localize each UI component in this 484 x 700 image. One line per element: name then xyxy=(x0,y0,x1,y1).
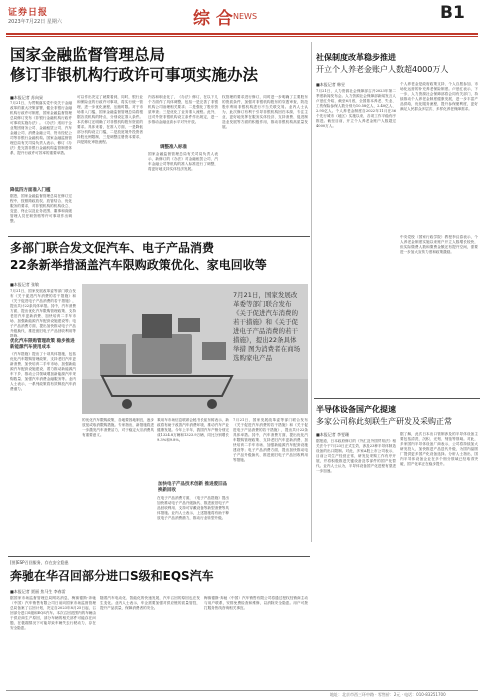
footer-text: 地址：北京市西三环中路 · 零售价：2元 · 电话：010-83251700 xyxy=(330,692,446,697)
article2-bottom-rule xyxy=(8,556,310,557)
article3-body-col1: 7月21日，人力资源社会保障部召开2023年第二季度新闻发布会。人力资源社会保障部新闻发言人卢爱红介绍，截至6月底，全国基本养老、失业、工伤保险参保人数分别为10.58亿人、2.40亿人、2.95亿人。个人养老金制度自2022年11月在36个先行城市（地区）实施以来，各项工作平稳有序推进。截至目前，开立个人养老金账户人数超过4000万人。 xyxy=(316,89,396,128)
article5-body-col1: 据国家市场监督管理总局网站消息，梅赛德斯-奔驰（中国）汽车销售有限公司日前向国家市场监督管理总局备案了召回计划，决定自2023年8月25日起，召回部分进口S级和EQS汽车。本次召回范围内的车辆由于供应商生产原因，部分车辆的相关部件可能存在问题，在极端情况下可能导致车辆失去行驶动力，存在安全隐患。 xyxy=(10,596,96,630)
article3-bottom-rule xyxy=(314,398,480,399)
article5-byline: ■本报记者 贾丽 焦马生 李春雷 xyxy=(10,589,66,594)
header-rule-thin xyxy=(6,36,478,37)
article1-subhead3: 调整准入标准 xyxy=(160,145,187,150)
article4-title-line2: 多家公司称此刻联生产研发及采购正常 xyxy=(316,417,452,426)
article1-body-col4: 权管理的要求进行修订，同时进一步明确了主要股东的资质条件，加强对非银机构股东的穿透审查，防范股东利用非银机构进行不当关联交易。业内人士认为，此次修订有利于引导非银机构回归本源，专注主业，更好地发挥在服务实体经济、支持消费、促进制造业发展等方面的积极作用，推动非银机构高质量发展。 xyxy=(222,95,308,129)
article5-kicker: [图]ESP召回服务，存在安全隐患 xyxy=(10,560,69,565)
header-rule xyxy=(6,33,478,35)
article2-subhead1: 优化汽车限购管理政策 稳步推进新能源汽车使用成本 xyxy=(10,339,75,350)
article4-body-col2: 据了解，此次日本出口管制涉及的半导体设备主要包括清洗、沉积、光刻、刻蚀等领域。对此，多家国内半导体设备厂商表示，公司将持续加大研发投入，加快推进产品迭代升级，为国内晶圆厂提供更多国产化设备选择。分析人士指出，国内半导体设备企业在多个细分领域已经取得突破，国产化率正在稳步提升。 xyxy=(400,432,478,466)
photo-caption: 7月21日，国家发展改革委等部门联合发布《关于促进汽车消费的若干措施》和《关于促进电子产品消费的若干措施》，提出22条具体举措 图为消费者在商场选购家电产品 xyxy=(233,291,301,362)
section-title: 综 合 xyxy=(193,9,233,29)
article2-byline: ■本报记者 张敏 xyxy=(10,282,40,287)
article1-body-col3: 内容和职业化了，《办法》修订，在以下几个方面作了具体调整，包括一是完善了非银机构公司治理相关要求；二是强化了股东资质审查；三是优化了业务准入流程。此外，还对外资非银机构设立条件作出规定，进一步推动金融业高水平对外开放。 xyxy=(148,95,218,124)
article1-body-col3b: 国家金融监督管理总局有关司局负责人表示，新修订的《办法》对金融租赁公司、汽车金融公司等机构的准入标准进行了调整，将更好地支持实体经济发展。 xyxy=(148,152,218,171)
article1-body-col1: 7月21日，为贯彻落实党中央关于金融改革的重大决策部署，健全非银行金融机构行政许可制度，国家金融监督管理总局修订发布《非银行金融机构行政许可事项实施办法》。《办法》适用于企业集团财务公司、金融租赁公司、汽车金融公司、消费金融公司、货币经纪公司等非银行金融机构。国家金融监督管理总局有关司局负责人表示，修订《办法》是完善非银行金融机构监管制度体系、提升行政许可效率的重要举措。 xyxy=(10,101,72,155)
article1-body-col2: 可以作出决定了就要看到，同时，银行业和保险业的行政许可事项，将实行统一管理，进一步优化流程，压缩时限。对于市场准入门槛，国家金融监督管理总局将根据各类机构的特点，分别设定准入条件。本次修订还明确了对非银机构股东资质的要求。具体来看，在准入方面，一是降低部分机构设立门槛，二是放宽境外投资者持股比例限制，三是调整注册资本要求，四是简化审批流程。 xyxy=(77,95,143,144)
article3-byline: ■本报记者 韩昱 xyxy=(316,82,346,87)
article1-body-col1b: 据悉，国家金融监督管理总局在修订过程中，按照简政放权、放管结合、优化服务的要求，对非银机构的机构设立、变更、终止以及业务范围、董事和高级管理人员任职资格等许可事项作出调整。 xyxy=(10,194,72,223)
article1-bottom-rule xyxy=(8,236,310,237)
article2-title-line1: 多部门联合发文促汽车、电子产品消费 xyxy=(10,241,215,255)
article4-title-line1: 半导体设备国产化提速 xyxy=(316,405,396,414)
article1-title-line2: 修订非银机构行政许可事项实施办法 xyxy=(10,66,259,84)
article3-body-col2: 个人养老金是政府政策支持、个人自愿参加、市场化运营的补充养老保险制度。卢爱红表示，下一步，人力资源社会保障部将会同有关部门，持续推动个人养老金制度健康发展，进一步丰富产品供给，优化服务流程，提升参保便利度，更好满足人民群众多层次、多样化养老保障需求。 xyxy=(400,82,478,111)
issue-date: 2023年7月22日 星期六 xyxy=(8,19,62,25)
article2-body-col5: 7月21日，国家发展改革委等部门联合发布《关于促进汽车消费的若干措施》和《关于促进电子产品消费的若干措施》，提出共计22条具体举措。其中，汽车消费方面，提出优化汽车限购管理政策、支持老旧汽车更新消费、加快培育二手车市场、加强新能源汽车配套设施建设等；电子产品消费方面，提出加快推动电子产品升级换代、推进废旧电子产品回收利用等措施。 xyxy=(233,418,308,462)
article2-body-col4b: 在电子产品消费方面，《电子产品措施》提出加快推动电子产品升级换代、推进废旧电子产品回收利用、支持可穿戴设备等新型消费等具体措施。业内人士表示，上述措施将有助于释放电子产品消费潜力，推动行业转型升级。 xyxy=(157,496,229,520)
article2-subhead4: 加快电子产品技术创新 推进废旧品换新回收 xyxy=(158,482,228,493)
article4-byline: ■本报记者 李雯珊 xyxy=(316,432,350,437)
article2-title-line2: 22条新举措涵盖汽车限购政策优化、家电回收等 xyxy=(10,258,267,272)
page-number: B1 xyxy=(440,3,465,23)
article5-body-col2: 随着汽车电动化、智能化的快速发展，汽车召回的原因也在发生变化。业内人士表示，车企需要加强对供应链的质量管控，提升产品质量，保障消费者的安全。 xyxy=(100,596,200,610)
footer-rule xyxy=(6,690,478,691)
column-divider xyxy=(311,42,312,542)
article2-body-col3: 的优化汽车限购政策，各地要因地制宜，逐步放宽或取消限购措施。专家指出，新措施将进一步激发汽车消费活力，对于稳定大宗消费具有重要意义。 xyxy=(82,418,154,437)
article4-body-col1: 据报道，日本政府修订的《外汇及外国贸易法》相关法令于7月23日正式生效，涉及23种半导体制造设备的出口限制。对此，多家A股上市公司表示，目前公司生产经营正常，研发及采购工作有序开展，并将积极推进关键设备及零部件的国产化替代。业内人士认为，半导体设备国产化进程有望进一步加速。 xyxy=(316,439,396,473)
article2-body-col4: 乘用车市场信息联席会秘书长崔东树表示，新政将有助于改善汽车消费环境，推动汽车产业健康发展。今年上半年，我国汽车产销分别完成1324.8万辆和1323.9万辆，同比分别增长9.3%和9.8%。 xyxy=(157,418,229,442)
article5-title: 奔驰在华召回部分进口S级和EQS汽车 xyxy=(10,569,214,583)
article3-title-line2: 开立个人养老金账户人数超4000万人 xyxy=(316,65,449,74)
article3-body-col3: 中央党校（国家行政学院）教授李汉春表示，个人养老金制度实施以来账户开立人数增长较快，但实际缴费人数和缴费金额还有提升空间，需要进一步加大宣传力度和政策激励。 xyxy=(400,235,478,254)
newspaper-logo: 证券日报 xyxy=(8,8,49,18)
section-title-en: NEWS xyxy=(233,12,258,21)
article5-body-col3: 梅赛德斯-奔驰（中国）汽车销售有限公司将通过授权经销商主动与用户联系，安排免费检查和维修，以消除安全隐患。用户可拨打服务热线咨询相关事宜。 xyxy=(204,596,308,610)
article2-body-col1: 7月21日，国家发展改革委等部门联合发布《关于促进汽车消费的若干措施》和《关于促进电子产品消费的若干措施》，提出共计22条具体举措。其中，汽车消费方面，提出优化汽车限购管理政策、支持老旧汽车更新消费、加快培育二手车市场、加强新能源汽车配套设施建设等；电子产品消费方面，提出加快推动电子产品升级换代、推进废旧电子产品回收利用等措施。 xyxy=(10,289,76,337)
article1-title-line1: 国家金融监督管理总局 xyxy=(10,46,166,64)
article2-body-col1b: 《汽车措施》提出了十项具体措施，包括优化汽车限购管理政策、支持老旧汽车更新消费、加快培育二手车市场、加强新能源汽车配套设施建设、着力推动新能源汽车下乡、推动公共领域增加新能源汽车采购数量、加强汽车消费金融服务等。业内人士表示，一系列政策将有效释放汽车消费潜力。 xyxy=(10,352,76,391)
article1-subhead1: 降低四方面准入门槛 xyxy=(10,188,51,193)
article3-title-line1: 社保制度改革稳步推进 xyxy=(316,53,396,62)
article1-byline: ■本报记者 苏向杲 xyxy=(10,95,44,100)
